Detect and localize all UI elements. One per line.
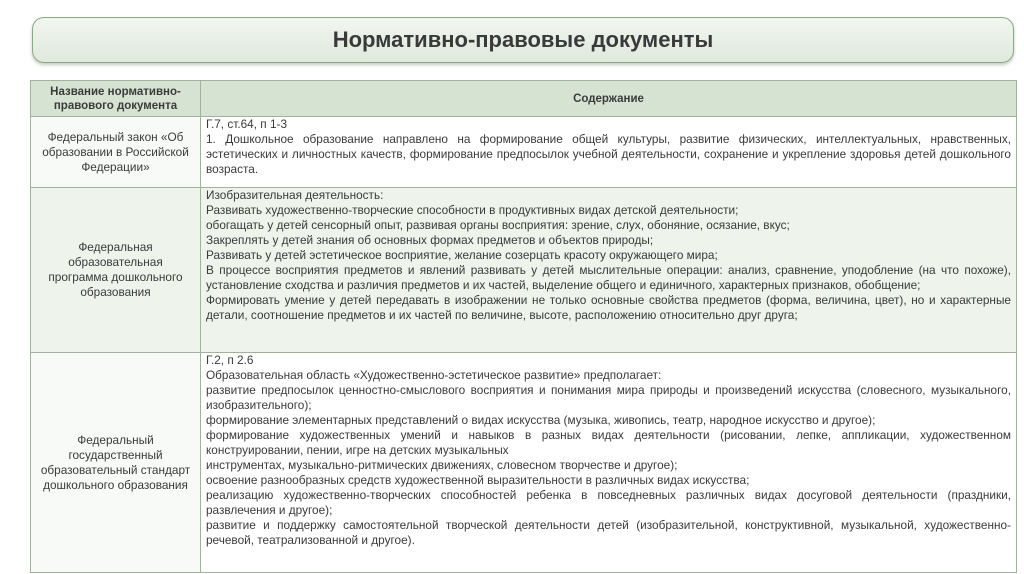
content-line: 1. Дошкольное образование направлено на формирование общей культуры, развитие физических, интеллектуальных, нравственных, эстетических и личностных качеств, формирование предпосылок учебной деятельности, сохранение и укрепление здоровья детей дошкольного возраста. <box>206 132 1011 176</box>
content-line: Г.7, ст.64, п 1-3 <box>206 117 288 131</box>
content-line: реализацию художественно-творческих способностей ребенка в повседневных различных видах досуговой деятельности (праздники, развлечения и другое); <box>206 488 1011 517</box>
header-document-name: Название нормативно-правового документа <box>31 81 201 117</box>
content-line: формирование элементарных представлений о видах искусства (музыка, живопись, театр, народное искусство и другое); <box>206 413 876 427</box>
content-line: инструментах, музыкально-ритмических движениях, словесном творчестве и другое); <box>206 458 678 472</box>
content-line: Развивать художественно-творческие способности в продуктивных видах детской деятельности; <box>206 203 739 217</box>
document-content <box>201 117 1017 188</box>
content-line: Закреплять у детей знания об основных формах предметов и объектов природы; <box>206 233 654 247</box>
content-line: обогащать у детей сенсорный опыт, развивая органы восприятия: зрение, слух, обоняние, осязание, вкус; <box>206 218 790 232</box>
content-line: В процессе восприятия предметов и явлений развивать у детей мыслительные операции: анализ, сравнение, уподобление (на что похоже), установление сходства и различия предметов и их частей, выделение общего и единичного, характерных признаков, обобщение; <box>206 263 1011 292</box>
documents-table <box>30 80 1017 573</box>
content-line: Развивать у детей эстетическое восприятие, желание созерцать красоту окружающего мира; <box>206 248 718 262</box>
page-title: Нормативно-правовые документы <box>332 27 714 52</box>
table-row <box>31 117 1017 188</box>
content-line: Образовательная область «Художественно-эстетическое развитие» предполагает: <box>206 368 662 382</box>
content-line: развитие предпосылок ценностно-смыслового восприятия и понимания мира природы и произведений искусства (словесного, музыкального, изобразительного); <box>206 383 1011 412</box>
content-line: Изобразительная деятельность: <box>206 188 384 202</box>
header-content: Содержание <box>201 81 1017 117</box>
document-content <box>201 188 1017 353</box>
table-row <box>31 188 1017 353</box>
document-name: Федеральный закон «Об образовании в Российской Федерации» <box>31 117 201 188</box>
document-name: Федеральный государственный образовательный стандарт дошкольного образования <box>31 353 201 573</box>
content-line: Формировать умение у детей передавать в изображении не только основные свойства предметов (форма, величина, цвет), но и характерные детали, соотношение предметов и их частей по величине, высоте, расположению относительно друг друга; <box>206 293 1011 322</box>
content-line: освоение разнообразных средств художественной выразительности в различных видах искусства; <box>206 473 750 487</box>
table-row <box>31 353 1017 573</box>
content-line: развитие и поддержку самостоятельной творческой деятельности детей (изобразительной, конструктивной, музыкальной, художественно-речевой, театрализованной и другое). <box>206 518 1011 547</box>
table-header-row <box>31 81 1017 117</box>
content-line: формирование художественных умений и навыков в разных видах деятельности (рисовании, лепке, аппликации, художественном конструировании, пении, игре на детских музыкальных <box>206 428 1011 457</box>
document-name: Федеральная образовательная программа дошкольного образования <box>31 188 201 353</box>
document-content <box>201 353 1017 573</box>
content-line: Г.2, п 2.6 <box>206 353 254 367</box>
title-banner <box>32 17 1014 63</box>
